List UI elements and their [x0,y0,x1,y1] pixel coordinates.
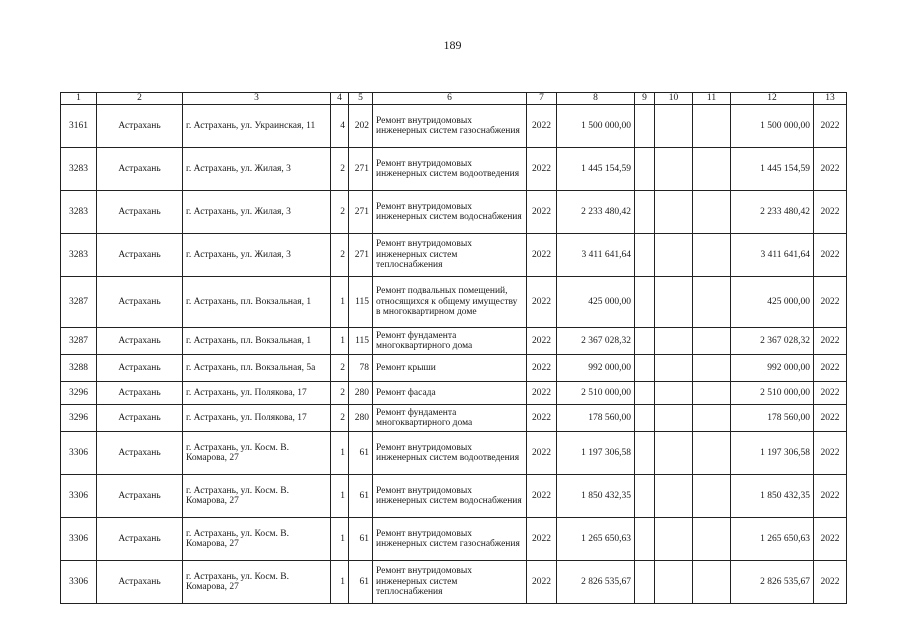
empty-cell [693,355,731,382]
empty-cell [655,475,693,518]
table-row [61,382,847,405]
address-cell: г. Астрахань, ул. Полякова, 17 [183,382,331,405]
empty-cell [635,191,655,234]
empty-cell [635,277,655,328]
row-id: 3161 [61,105,97,148]
total-cell: 1 197 306,58 [731,432,814,475]
number-cell: 115 [349,328,373,355]
year-cell: 2022 [527,355,557,382]
row-id: 3283 [61,148,97,191]
empty-cell [693,561,731,604]
number-cell: 115 [349,277,373,328]
city-cell: Астрахань [97,191,183,234]
work-type-cell: Ремонт крыши [373,355,527,382]
row-id: 3287 [61,328,97,355]
year-cell: 2022 [527,277,557,328]
cost-cell: 1 445 154,59 [557,148,635,191]
number-cell: 271 [349,148,373,191]
address-cell: г. Астрахань, ул. Жилая, 3 [183,191,331,234]
total-cell: 1 265 650,63 [731,518,814,561]
count-cell: 1 [331,432,349,475]
table-row [61,561,847,604]
count-cell: 2 [331,405,349,432]
work-type-cell: Ремонт фундамента многоквартирного дома [373,328,527,355]
cost-cell: 3 411 641,64 [557,234,635,277]
work-type-cell: Ремонт подвальных помещений, относящихся к общему имуществу в многоквартирном доме [373,277,527,328]
year-cell: 2022 [527,105,557,148]
empty-cell [693,328,731,355]
work-type-cell: Ремонт внутридомовых инженерных систем теплоснабжения [373,561,527,604]
number-cell: 61 [349,432,373,475]
count-cell: 2 [331,382,349,405]
empty-cell [693,148,731,191]
empty-cell [635,148,655,191]
empty-cell [693,475,731,518]
column-header: 2 [97,93,183,105]
address-cell: г. Астрахань, ул. Украинская, 11 [183,105,331,148]
address-cell: г. Астрахань, ул. Косм. В. Комарова, 27 [183,475,331,518]
year-cell: 2022 [527,191,557,234]
city-cell: Астрахань [97,234,183,277]
end-year-cell: 2022 [814,191,847,234]
row-id: 3296 [61,405,97,432]
end-year-cell: 2022 [814,105,847,148]
address-cell: г. Астрахань, ул. Жилая, 3 [183,148,331,191]
cost-cell: 1 197 306,58 [557,432,635,475]
column-header: 11 [693,93,731,105]
empty-cell [693,105,731,148]
city-cell: Астрахань [97,355,183,382]
empty-cell [655,561,693,604]
work-type-cell: Ремонт внутридомовых инженерных систем газоснабжения [373,105,527,148]
empty-cell [635,475,655,518]
table-header-row [61,93,847,105]
empty-cell [693,382,731,405]
empty-cell [635,105,655,148]
column-header: 8 [557,93,635,105]
empty-cell [655,105,693,148]
empty-cell [635,355,655,382]
number-cell: 280 [349,405,373,432]
cost-cell: 2 510 000,00 [557,382,635,405]
number-cell: 61 [349,475,373,518]
empty-cell [655,191,693,234]
address-cell: г. Астрахань, пл. Вокзальная, 1 [183,328,331,355]
city-cell: Астрахань [97,277,183,328]
year-cell: 2022 [527,148,557,191]
empty-cell [655,148,693,191]
total-cell: 992 000,00 [731,355,814,382]
work-type-cell: Ремонт внутридомовых инженерных систем водоснабжения [373,475,527,518]
address-cell: г. Астрахань, ул. Косм. В. Комарова, 27 [183,518,331,561]
table-row [61,475,847,518]
work-type-cell: Ремонт внутридомовых инженерных систем водоснабжения [373,191,527,234]
total-cell: 2 510 000,00 [731,382,814,405]
empty-cell [635,234,655,277]
column-header: 10 [655,93,693,105]
row-id: 3306 [61,561,97,604]
cost-cell: 425 000,00 [557,277,635,328]
count-cell: 1 [331,328,349,355]
empty-cell [635,518,655,561]
number-cell: 271 [349,191,373,234]
end-year-cell: 2022 [814,561,847,604]
cost-cell: 1 850 432,35 [557,475,635,518]
end-year-cell: 2022 [814,432,847,475]
empty-cell [635,328,655,355]
row-id: 3283 [61,234,97,277]
city-cell: Астрахань [97,518,183,561]
cost-cell: 992 000,00 [557,355,635,382]
total-cell: 3 411 641,64 [731,234,814,277]
work-type-cell: Ремонт фундамента многоквартирного дома [373,405,527,432]
column-header: 1 [61,93,97,105]
cost-cell: 2 826 535,67 [557,561,635,604]
total-cell: 2 367 028,32 [731,328,814,355]
year-cell: 2022 [527,432,557,475]
work-type-cell: Ремонт внутридомовых инженерных систем водоотведения [373,432,527,475]
cost-cell: 178 560,00 [557,405,635,432]
row-id: 3296 [61,382,97,405]
column-header: 6 [373,93,527,105]
number-cell: 61 [349,518,373,561]
year-cell: 2022 [527,561,557,604]
count-cell: 1 [331,475,349,518]
empty-cell [655,432,693,475]
row-id: 3287 [61,277,97,328]
empty-cell [693,405,731,432]
empty-cell [693,432,731,475]
end-year-cell: 2022 [814,382,847,405]
column-header: 7 [527,93,557,105]
work-type-cell: Ремонт внутридомовых инженерных систем теплоснабжения [373,234,527,277]
work-type-cell: Ремонт внутридомовых инженерных систем водоотведения [373,148,527,191]
number-cell: 271 [349,234,373,277]
year-cell: 2022 [527,475,557,518]
page-number: 189 [443,38,462,52]
end-year-cell: 2022 [814,234,847,277]
column-header: 13 [814,93,847,105]
address-cell: г. Астрахань, ул. Косм. В. Комарова, 27 [183,561,331,604]
column-header: 4 [331,93,349,105]
table-row [61,191,847,234]
empty-cell [635,405,655,432]
empty-cell [655,405,693,432]
address-cell: г. Астрахань, пл. Вокзальная, 5а [183,355,331,382]
column-header: 12 [731,93,814,105]
end-year-cell: 2022 [814,277,847,328]
empty-cell [655,277,693,328]
work-type-cell: Ремонт фасада [373,382,527,405]
column-header: 5 [349,93,373,105]
cost-cell: 1 265 650,63 [557,518,635,561]
total-cell: 1 850 432,35 [731,475,814,518]
total-cell: 1 445 154,59 [731,148,814,191]
empty-cell [693,277,731,328]
city-cell: Астрахань [97,561,183,604]
empty-cell [655,355,693,382]
count-cell: 2 [331,355,349,382]
empty-cell [635,561,655,604]
empty-cell [655,234,693,277]
empty-cell [635,382,655,405]
table-row [61,234,847,277]
end-year-cell: 2022 [814,475,847,518]
row-id: 3306 [61,432,97,475]
count-cell: 1 [331,277,349,328]
row-id: 3288 [61,355,97,382]
empty-cell [693,191,731,234]
address-cell: г. Астрахань, пл. Вокзальная, 1 [183,277,331,328]
total-cell: 425 000,00 [731,277,814,328]
row-id: 3306 [61,475,97,518]
city-cell: Астрахань [97,328,183,355]
end-year-cell: 2022 [814,355,847,382]
year-cell: 2022 [527,382,557,405]
table-row [61,355,847,382]
number-cell: 61 [349,561,373,604]
address-cell: г. Астрахань, ул. Косм. В. Комарова, 27 [183,432,331,475]
table-row [61,148,847,191]
total-cell: 178 560,00 [731,405,814,432]
empty-cell [635,432,655,475]
table-row [61,328,847,355]
empty-cell [693,234,731,277]
city-cell: Астрахань [97,105,183,148]
count-cell: 4 [331,105,349,148]
count-cell: 2 [331,191,349,234]
cost-cell: 2 367 028,32 [557,328,635,355]
total-cell: 2 233 480,42 [731,191,814,234]
empty-cell [693,518,731,561]
count-cell: 2 [331,234,349,277]
city-cell: Астрахань [97,405,183,432]
total-cell: 2 826 535,67 [731,561,814,604]
year-cell: 2022 [527,234,557,277]
count-cell: 2 [331,148,349,191]
column-header: 9 [635,93,655,105]
address-cell: г. Астрахань, ул. Жилая, 3 [183,234,331,277]
empty-cell [655,518,693,561]
end-year-cell: 2022 [814,328,847,355]
number-cell: 202 [349,105,373,148]
end-year-cell: 2022 [814,405,847,432]
empty-cell [655,382,693,405]
row-id: 3283 [61,191,97,234]
row-id: 3306 [61,518,97,561]
count-cell: 1 [331,561,349,604]
year-cell: 2022 [527,518,557,561]
city-cell: Астрахань [97,432,183,475]
column-header: 3 [183,93,331,105]
city-cell: Астрахань [97,148,183,191]
empty-cell [655,328,693,355]
work-type-cell: Ремонт внутридомовых инженерных систем газоснабжения [373,518,527,561]
repair-program-table [60,92,847,604]
city-cell: Астрахань [97,475,183,518]
number-cell: 280 [349,382,373,405]
city-cell: Астрахань [97,382,183,405]
table-row [61,432,847,475]
table-row [61,277,847,328]
year-cell: 2022 [527,405,557,432]
total-cell: 1 500 000,00 [731,105,814,148]
end-year-cell: 2022 [814,148,847,191]
address-cell: г. Астрахань, ул. Полякова, 17 [183,405,331,432]
cost-cell: 2 233 480,42 [557,191,635,234]
end-year-cell: 2022 [814,518,847,561]
table-row [61,105,847,148]
count-cell: 1 [331,518,349,561]
table-row [61,405,847,432]
cost-cell: 1 500 000,00 [557,105,635,148]
year-cell: 2022 [527,328,557,355]
number-cell: 78 [349,355,373,382]
table-row [61,518,847,561]
